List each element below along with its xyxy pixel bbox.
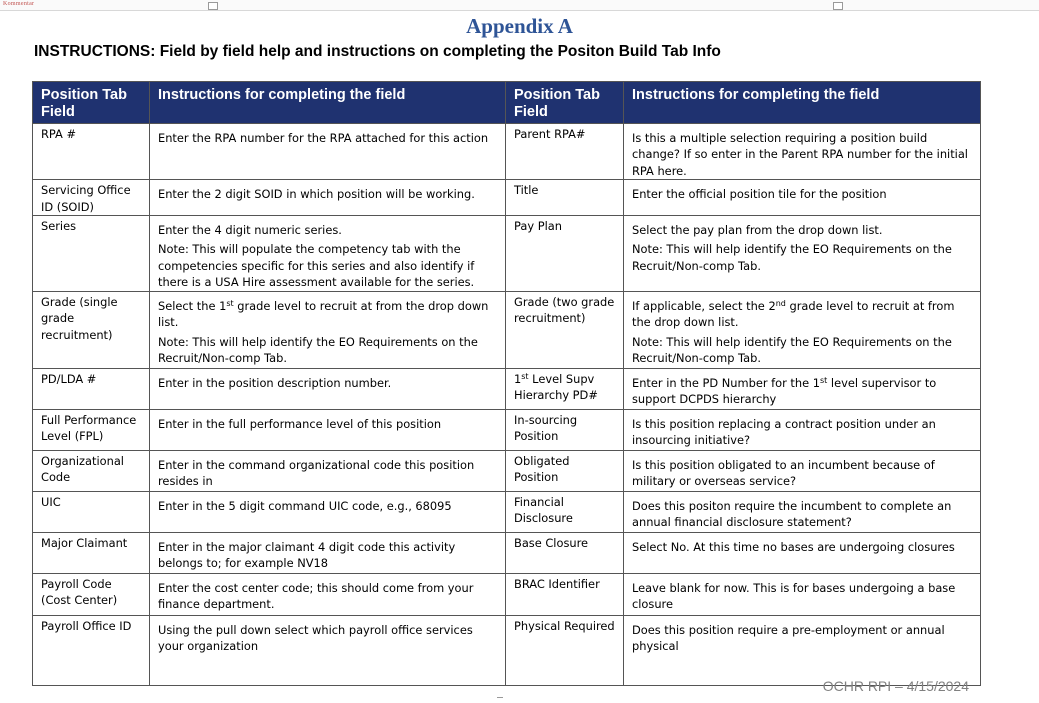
table-row [33, 410, 981, 451]
field-name: Grade (single grade recruitment) [33, 292, 150, 369]
table-header-row [33, 82, 981, 124]
field-name: In-sourcing Position [506, 410, 624, 451]
table-row [33, 292, 981, 369]
table-row [33, 574, 981, 616]
field-instruction: Does this positon require the incumbent to complete an annual financial disclosure statement? [624, 492, 981, 533]
instructions-text: INSTRUCTIONS: Field by field help and instructions on completing the Positon Build Tab Info [34, 43, 721, 60]
page-break-mark [497, 697, 503, 698]
table-row [33, 369, 981, 410]
field-name: Payroll Office ID [33, 616, 150, 686]
field-instruction: Enter in the command organizational code this position resides in [150, 451, 506, 492]
instruction-note: Note: This will help identify the EO Requirements on the Recruit/Non-comp Tab. [158, 334, 478, 366]
instruction-text: Enter the 4 digit numeric series. [158, 223, 342, 238]
ruler-tab-marker[interactable] [833, 2, 843, 10]
field-name: Major Claimant [33, 533, 150, 574]
field-instruction [150, 292, 506, 369]
header-field-left: Position Tab Field [33, 82, 150, 124]
table-row [33, 180, 981, 216]
field-instruction: Enter in the 5 digit command UIC code, e.g., 68095 [150, 492, 506, 533]
field-name: Series [33, 216, 150, 292]
ordinal-suffix: st [521, 372, 529, 382]
footer-label: OCHR RPI – 4/15/2024 [822, 678, 969, 694]
instruction-note: Note: This will help identify the EO Requirements on the Recruit/Non-comp Tab. [632, 334, 952, 366]
field-instruction: Does this position require a pre-employment or annual physical [624, 616, 981, 686]
instruction-text: Select the 1st grade level to recruit at from the drop down list. [158, 299, 489, 330]
corner-label: Kommentar [3, 1, 35, 7]
table-row [33, 124, 981, 180]
field-instruction: Select No. At this time no bases are undergoing closures [624, 533, 981, 574]
field-name: Financial Disclosure [506, 492, 624, 533]
field-instruction [150, 216, 506, 292]
field-instruction: Is this position replacing a contract position under an insourcing initiative? [624, 410, 981, 451]
field-instruction: Leave blank for now. This is for bases undergoing a base closure [624, 574, 981, 616]
field-name: Parent RPA# [506, 124, 624, 180]
page-title: Appendix A [466, 14, 573, 38]
ordinal-suffix: nd [775, 299, 786, 309]
field-name: PD/LDA # [33, 369, 150, 410]
table-row [33, 451, 981, 492]
field-instructions-table [32, 81, 981, 686]
ordinal-suffix: st [820, 376, 828, 386]
table-row [33, 216, 981, 292]
instruction-note: Note: This will populate the competency tab with the competencies specific for this series and also identify if there is a USA Hire assessment available for the series. [158, 242, 475, 290]
table-row [33, 533, 981, 574]
table-row [33, 616, 981, 686]
header-instructions-right: Instructions for completing the field [624, 82, 981, 124]
field-name: 1st Level Supv Hierarchy PD# [506, 369, 624, 410]
ordinal-suffix: st [226, 299, 234, 309]
field-instruction: Enter the 2 digit SOID in which position will be working. [150, 180, 506, 216]
header-instructions-left: Instructions for completing the field [150, 82, 506, 124]
instruction-text: If applicable, select the 2nd grade level to recruit at from the drop down list. [632, 299, 955, 330]
field-name: Payroll Code (Cost Center) [33, 574, 150, 616]
field-name: Title [506, 180, 624, 216]
field-instruction: Is this a multiple selection requiring a position build change? If so enter in the Parent RPA number for the initial RPA here. [624, 124, 981, 180]
field-instruction [624, 292, 981, 369]
ruler-tab-marker[interactable] [208, 2, 218, 10]
field-name: Physical Required [506, 616, 624, 686]
field-instruction [624, 216, 981, 292]
field-instruction: Is this position obligated to an incumbent because of military or overseas service? [624, 451, 981, 492]
instruction-text: Select the pay plan from the drop down list. [632, 223, 883, 238]
field-instruction: Enter the cost center code; this should come from your finance department. [150, 574, 506, 616]
field-name: Grade (two grade recruitment) [506, 292, 624, 369]
field-instruction: Enter in the PD Number for the 1st level supervisor to support DCPDS hierarchy [624, 369, 981, 410]
field-instruction: Enter in the major claimant 4 digit code this activity belongs to; for example NV18 [150, 533, 506, 574]
table-row [33, 492, 981, 533]
field-instruction: Enter in the full performance level of this position [150, 410, 506, 451]
field-name: BRAC Identifier [506, 574, 624, 616]
instruction-note: Note: This will help identify the EO Requirements on the Recruit/Non-comp Tab. [632, 242, 952, 273]
field-name: RPA # [33, 124, 150, 180]
field-name: Obligated Position [506, 451, 624, 492]
field-name: Organizational Code [33, 451, 150, 492]
field-name: Pay Plan [506, 216, 624, 292]
field-name: Servicing Office ID (SOID) [33, 180, 150, 216]
field-name: Base Closure [506, 533, 624, 574]
instructions-heading [34, 43, 721, 61]
field-instruction: Using the pull down select which payroll office services your organization [150, 616, 506, 686]
window-top-strip [0, 0, 1039, 11]
field-instruction: Enter in the position description number. [150, 369, 506, 410]
header-field-right: Position Tab Field [506, 82, 624, 124]
field-name: Full Performance Level (FPL) [33, 410, 150, 451]
field-instruction: Enter the RPA number for the RPA attached for this action [150, 124, 506, 180]
field-name: UIC [33, 492, 150, 533]
field-instruction: Enter the official position tile for the position [624, 180, 981, 216]
